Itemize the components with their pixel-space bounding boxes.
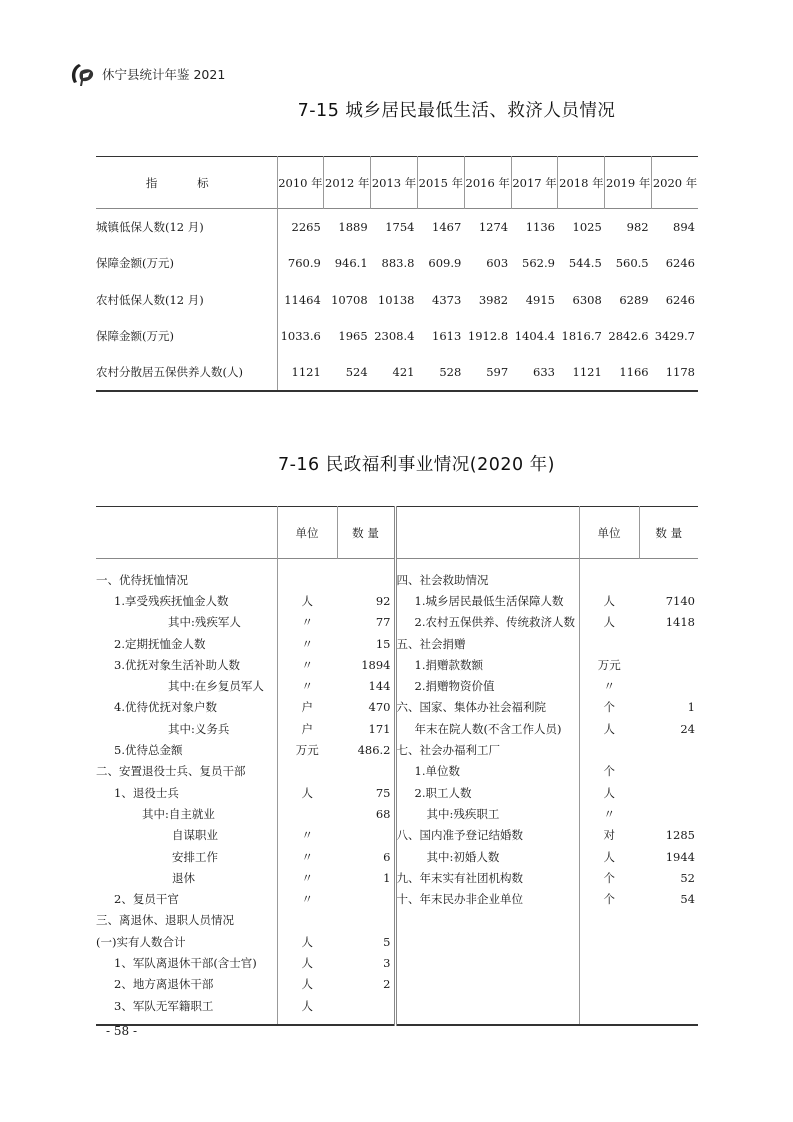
left-item-label: 三、离退休、退职人员情况 <box>96 913 234 928</box>
right-qty <box>639 569 698 590</box>
left-unit: 户 <box>277 697 337 718</box>
cell-value: 11464 <box>284 292 321 307</box>
right-item-label: 七、社会办福利工厂 <box>396 743 500 758</box>
table-row <box>96 282 698 319</box>
table-row <box>96 931 698 952</box>
right-qty <box>639 739 698 760</box>
table-row <box>96 782 698 803</box>
left-unit: 〃 <box>277 846 337 867</box>
left-unit: 人 <box>277 995 337 1016</box>
left-unit: 人 <box>277 590 337 611</box>
cell-value: 1274 <box>478 220 509 234</box>
right-unit: 人 <box>579 612 639 633</box>
left-qty: 470 <box>337 697 395 718</box>
right-unit: 对 <box>579 825 639 846</box>
left-unit: 〃 <box>277 825 337 846</box>
cell-value: 1166 <box>619 365 649 380</box>
cell-value: 1754 <box>385 220 415 234</box>
row-label: 保障金额(万元) <box>96 318 277 355</box>
right-unit <box>579 974 639 995</box>
right-qty <box>639 952 698 973</box>
right-qty <box>639 974 698 995</box>
right-qty <box>639 995 698 1016</box>
cell-value: 560.5 <box>615 256 649 271</box>
cell-value: 4373 <box>432 292 462 307</box>
right-unit: 人 <box>579 590 639 611</box>
right-qty <box>639 761 698 782</box>
right-unit: 个 <box>579 697 639 718</box>
cell-value: 1965 <box>338 329 368 344</box>
right-unit <box>579 739 639 760</box>
year-header: 2019 年 <box>605 157 652 209</box>
cell-value: 6308 <box>572 292 602 307</box>
right-item-label: 2.职工人数 <box>414 785 472 800</box>
table-row <box>96 995 698 1016</box>
table-row <box>96 245 698 282</box>
table-row <box>96 675 698 696</box>
table-7-16 <box>96 506 698 1026</box>
year-header: 2012 年 <box>324 157 371 209</box>
year-header: 2015 年 <box>417 157 464 209</box>
left-item-label: 其中:残疾军人 <box>168 615 241 630</box>
table-row <box>96 974 698 995</box>
table-row <box>96 569 698 590</box>
cell-value: 6246 <box>665 292 695 307</box>
left-qty: 1 <box>337 867 395 888</box>
table-row <box>96 590 698 611</box>
left-qty: 144 <box>337 675 395 696</box>
table-row <box>96 718 698 739</box>
left-item-label: 2.定期抚恤金人数 <box>114 636 206 651</box>
left-qty: 77 <box>337 612 395 633</box>
cell-value: 3982 <box>478 292 509 307</box>
year-header: 2017 年 <box>511 157 558 209</box>
right-qty <box>639 654 698 675</box>
year-header: 2013 年 <box>371 157 418 209</box>
left-qty <box>337 761 395 782</box>
right-item-label: 年末在院人数(不含工作人员) <box>414 721 562 736</box>
right-qty <box>639 910 698 931</box>
right-item-label: 1.单位数 <box>414 764 460 779</box>
left-unit: 〃 <box>277 612 337 633</box>
table-row <box>96 209 698 246</box>
left-item-label: 1、退役士兵 <box>114 785 179 800</box>
table-row <box>96 318 698 355</box>
right-qty: 52 <box>680 870 695 885</box>
running-header <box>68 60 225 88</box>
cell-value: 1889 <box>338 220 368 234</box>
left-unit: 〃 <box>277 633 337 654</box>
right-item-label: 六、国家、集体办社会福利院 <box>396 700 546 715</box>
cell-value: 2265 <box>291 220 321 234</box>
year-header: 2010 年 <box>277 157 324 209</box>
left-unit: 〃 <box>277 675 337 696</box>
year-header: 2020 年 <box>652 157 698 209</box>
yearbook-logo-icon <box>68 60 96 88</box>
right-item-label: 五、社会捐赠 <box>396 636 466 651</box>
year-header: 2018 年 <box>558 157 605 209</box>
left-qty: 1894 <box>337 654 395 675</box>
right-qty: 1944 <box>665 849 695 864</box>
table-row <box>96 612 698 633</box>
right-qty <box>639 633 698 654</box>
left-item-label: 退休 <box>172 870 195 885</box>
cell-value: 760.9 <box>287 256 321 271</box>
left-qty-header: 数 量 <box>337 507 395 559</box>
left-qty: 5 <box>337 931 395 952</box>
corner-label: 指 标 <box>145 175 227 190</box>
cell-value: 524 <box>345 365 368 380</box>
right-qty <box>639 675 698 696</box>
table1-title: 7-15 城乡居民最低生活、救济人员情况 <box>297 101 616 121</box>
left-item-label: 1.享受残疾抚恤金人数 <box>114 593 229 608</box>
right-unit <box>579 952 639 973</box>
table-row <box>96 355 698 392</box>
table2-title: 7-16 民政福利事业情况(2020 年) <box>277 455 556 475</box>
right-item-label <box>395 995 579 1016</box>
table-row <box>96 910 698 931</box>
right-qty: 54 <box>680 892 695 907</box>
cell-value: 1912.8 <box>467 329 509 344</box>
left-qty: 486.2 <box>337 739 395 760</box>
left-qty: 3 <box>337 952 395 973</box>
table-row <box>96 888 698 909</box>
right-unit: 〃 <box>579 803 639 824</box>
book-title: 休宁县统计年鉴 2021 <box>102 67 226 82</box>
cell-value: 4915 <box>525 292 555 307</box>
right-item-label: 1.城乡居民最低生活保障人数 <box>414 593 564 608</box>
right-item-label: 八、国内准予登记结婚数 <box>396 828 523 843</box>
left-qty <box>337 569 395 590</box>
cell-value: 1121 <box>291 365 321 380</box>
right-unit: 个 <box>579 761 639 782</box>
right-unit <box>579 910 639 931</box>
spacer-row <box>96 559 698 570</box>
left-item-label: 2、复员干官 <box>114 892 179 907</box>
right-item-label: 九、年末实有社团机构数 <box>396 870 523 885</box>
right-qty: 1 <box>687 700 695 715</box>
right-item-label: 1.捐赠款数额 <box>414 657 483 672</box>
cell-value: 894 <box>673 220 695 234</box>
right-item-label: 四、社会救助情况 <box>396 572 489 587</box>
left-item-header <box>96 507 277 559</box>
right-unit <box>579 995 639 1016</box>
left-item-label: 安排工作 <box>172 849 218 864</box>
cell-value: 982 <box>626 220 649 234</box>
right-qty <box>639 931 698 952</box>
cell-value: 544.5 <box>568 256 602 271</box>
right-unit: 人 <box>579 718 639 739</box>
cell-value: 3429.7 <box>654 329 695 344</box>
left-unit: 人 <box>277 782 337 803</box>
cell-value: 1121 <box>572 365 602 380</box>
cell-value: 1025 <box>572 220 602 234</box>
right-qty-header: 数 量 <box>639 507 698 559</box>
row-label: 农村分散居五保供养人数(人) <box>96 355 277 392</box>
left-unit-header: 单位 <box>277 507 337 559</box>
left-item-label: 5.优待总金额 <box>114 743 183 758</box>
right-unit: 〃 <box>579 675 639 696</box>
left-unit: 〃 <box>277 654 337 675</box>
table-row <box>96 846 698 867</box>
left-unit <box>277 761 337 782</box>
right-unit: 个 <box>579 867 639 888</box>
table-row <box>96 803 698 824</box>
cell-value: 1816.7 <box>561 329 602 344</box>
row-label: 城镇低保人数(12 月) <box>96 209 277 246</box>
cell-value: 633 <box>533 365 555 380</box>
left-qty <box>337 910 395 931</box>
cell-value: 10708 <box>331 292 368 307</box>
left-unit: 〃 <box>277 888 337 909</box>
right-qty: 24 <box>680 721 695 736</box>
left-unit: 人 <box>277 974 337 995</box>
right-unit: 个 <box>579 888 639 909</box>
right-unit: 人 <box>579 782 639 803</box>
cell-value: 1136 <box>525 220 555 234</box>
right-unit-header: 单位 <box>579 507 639 559</box>
left-item-label: 4.优待优抚对象户数 <box>114 700 217 715</box>
right-qty <box>639 782 698 803</box>
right-item-label: 2.农村五保供养、传统救济人数 <box>414 615 575 630</box>
left-qty: 6 <box>337 846 395 867</box>
table-row <box>96 952 698 973</box>
cell-value: 421 <box>392 365 415 380</box>
left-item-label: 其中:在乡复员军人 <box>168 679 264 694</box>
right-unit <box>579 931 639 952</box>
right-qty: 7140 <box>665 593 695 608</box>
cell-value: 1404.4 <box>514 329 555 344</box>
left-unit: 人 <box>277 931 337 952</box>
table-row <box>96 654 698 675</box>
left-item-label: 一、优待抚恤情况 <box>96 572 188 587</box>
left-qty <box>337 888 395 909</box>
year-header: 2016 年 <box>464 157 511 209</box>
left-qty: 75 <box>337 782 395 803</box>
right-item-label <box>395 974 579 995</box>
right-qty <box>639 803 698 824</box>
table-row <box>96 761 698 782</box>
left-item-label: 3、军队无军籍职工 <box>114 998 214 1013</box>
cell-value: 609.9 <box>428 256 462 271</box>
table-7-15 <box>96 156 698 392</box>
cell-value: 2308.4 <box>374 329 415 344</box>
right-item-label <box>395 952 579 973</box>
left-unit <box>277 803 337 824</box>
table-row <box>96 825 698 846</box>
left-unit: 人 <box>277 952 337 973</box>
left-item-label: 其中:自主就业 <box>142 806 215 821</box>
right-item-label <box>395 931 579 952</box>
cell-value: 883.8 <box>381 256 415 271</box>
left-item-label: 3.优抚对象生活补助人数 <box>114 657 240 672</box>
left-item-label: 二、安置退役士兵、复员干部 <box>96 764 246 779</box>
spacer-row <box>96 1016 698 1025</box>
left-qty <box>337 995 395 1016</box>
left-item-label: (一)实有人数合计 <box>96 934 186 949</box>
table-header-row <box>96 507 698 559</box>
row-label: 保障金额(万元) <box>96 245 277 282</box>
cell-value: 562.9 <box>522 256 555 271</box>
cell-value: 603 <box>486 256 509 271</box>
right-qty: 1285 <box>665 828 695 843</box>
cell-value: 597 <box>486 365 509 380</box>
table-row <box>96 739 698 760</box>
left-qty <box>337 825 395 846</box>
left-unit: 户 <box>277 718 337 739</box>
cell-value: 528 <box>439 365 462 380</box>
left-qty: 92 <box>337 590 395 611</box>
right-unit <box>579 633 639 654</box>
row-label: 农村低保人数(12 月) <box>96 282 277 319</box>
left-qty: 68 <box>337 803 395 824</box>
right-item-label: 其中:初婚人数 <box>426 849 500 864</box>
right-item-label: 十、年末民办非企业单位 <box>396 892 523 907</box>
left-unit <box>277 910 337 931</box>
right-item-header <box>395 507 579 559</box>
right-unit <box>579 569 639 590</box>
cell-value: 10138 <box>377 292 415 307</box>
left-qty: 15 <box>337 633 395 654</box>
left-item-label: 2、地方离退休干部 <box>114 977 214 992</box>
right-item-label: 其中:残疾职工 <box>426 806 500 821</box>
cell-value: 6289 <box>619 292 649 307</box>
table-row <box>96 867 698 888</box>
left-unit: 万元 <box>277 739 337 760</box>
right-qty: 1418 <box>665 615 695 630</box>
page-number: - 58 - <box>106 1024 138 1038</box>
left-item-label: 1、军队离退休干部(含士官) <box>114 955 257 970</box>
left-qty: 2 <box>337 974 395 995</box>
cell-value: 1178 <box>665 365 695 380</box>
cell-value: 1467 <box>432 220 462 234</box>
cell-value: 1613 <box>432 329 462 344</box>
left-unit: 〃 <box>277 867 337 888</box>
right-unit: 万元 <box>579 654 639 675</box>
table-row <box>96 697 698 718</box>
right-item-label: 2.捐赠物资价值 <box>414 679 495 694</box>
left-qty: 171 <box>337 718 395 739</box>
table-header-row <box>96 157 698 209</box>
table-row <box>96 633 698 654</box>
left-unit <box>277 569 337 590</box>
right-unit: 人 <box>579 846 639 867</box>
cell-value: 6246 <box>665 256 695 271</box>
cell-value: 2842.6 <box>608 329 649 344</box>
cell-value: 946.1 <box>334 256 368 271</box>
left-item-label: 其中:义务兵 <box>168 721 230 736</box>
right-item-label <box>395 910 579 931</box>
cell-value: 1033.6 <box>280 329 321 344</box>
left-item-label: 自谋职业 <box>172 828 218 843</box>
